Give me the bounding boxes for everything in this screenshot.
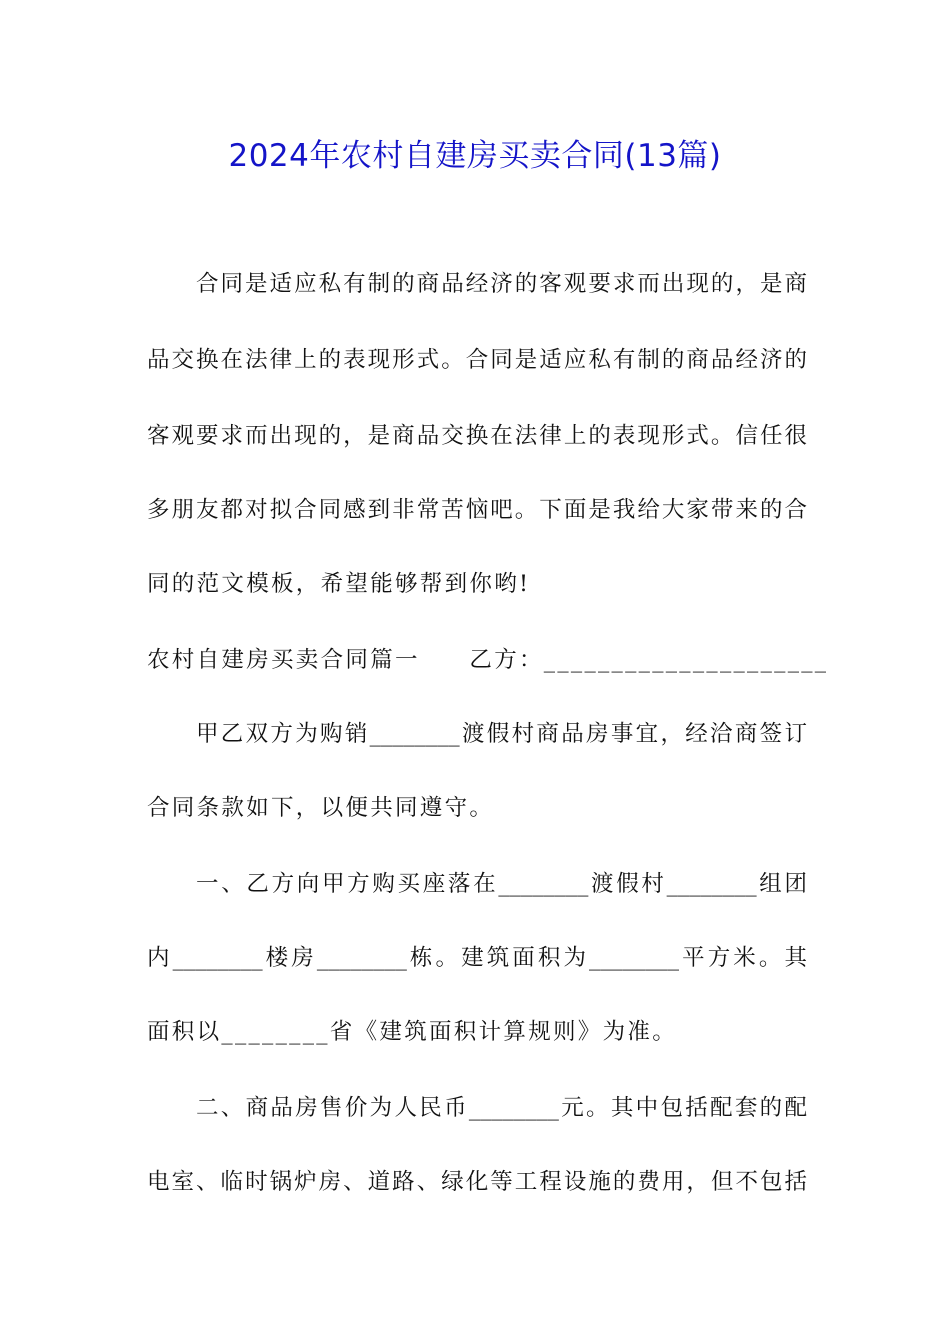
paragraph-line: 内________楼房________栋。建筑面积为________平方米。其 [147,945,807,971]
paragraph-line: 客观要求而出现的，是商品交换在法律上的表现形式。信任很 [147,423,807,449]
paragraph-line: 一、乙方向甲方购买座落在________渡假村________组团 [196,871,807,897]
paragraph-line: 同的范文模板，希望能够帮到你哟! [147,571,531,597]
paragraph-line: 品交换在法律上的表现形式。合同是适应私有制的商品经济的 [147,347,807,373]
paragraph-line: 二、商品房售价为人民币________元。其中包括配套的配 [196,1095,807,1121]
paragraph-line: 面积以________省《建筑面积计算规则》为准。 [147,1019,678,1045]
section-heading: 农村自建房买卖合同篇一 乙方：_____________________ [147,647,829,673]
paragraph-line: 合同是适应私有制的商品经济的客观要求而出现的，是商 [196,271,807,297]
document-title: 2024年农村自建房买卖合同(13篇) [228,138,722,174]
paragraph-line: 多朋友都对拟合同感到非常苦恼吧。下面是我给大家带来的合 [147,497,807,523]
paragraph-line: 电室、临时锅炉房、道路、绿化等工程设施的费用，但不包括 [147,1169,807,1195]
paragraph-line: 甲乙双方为购销________渡假村商品房事宜，经洽商签订 [196,721,807,747]
paragraph-line: 合同条款如下，以便共同遵守。 [147,795,495,821]
